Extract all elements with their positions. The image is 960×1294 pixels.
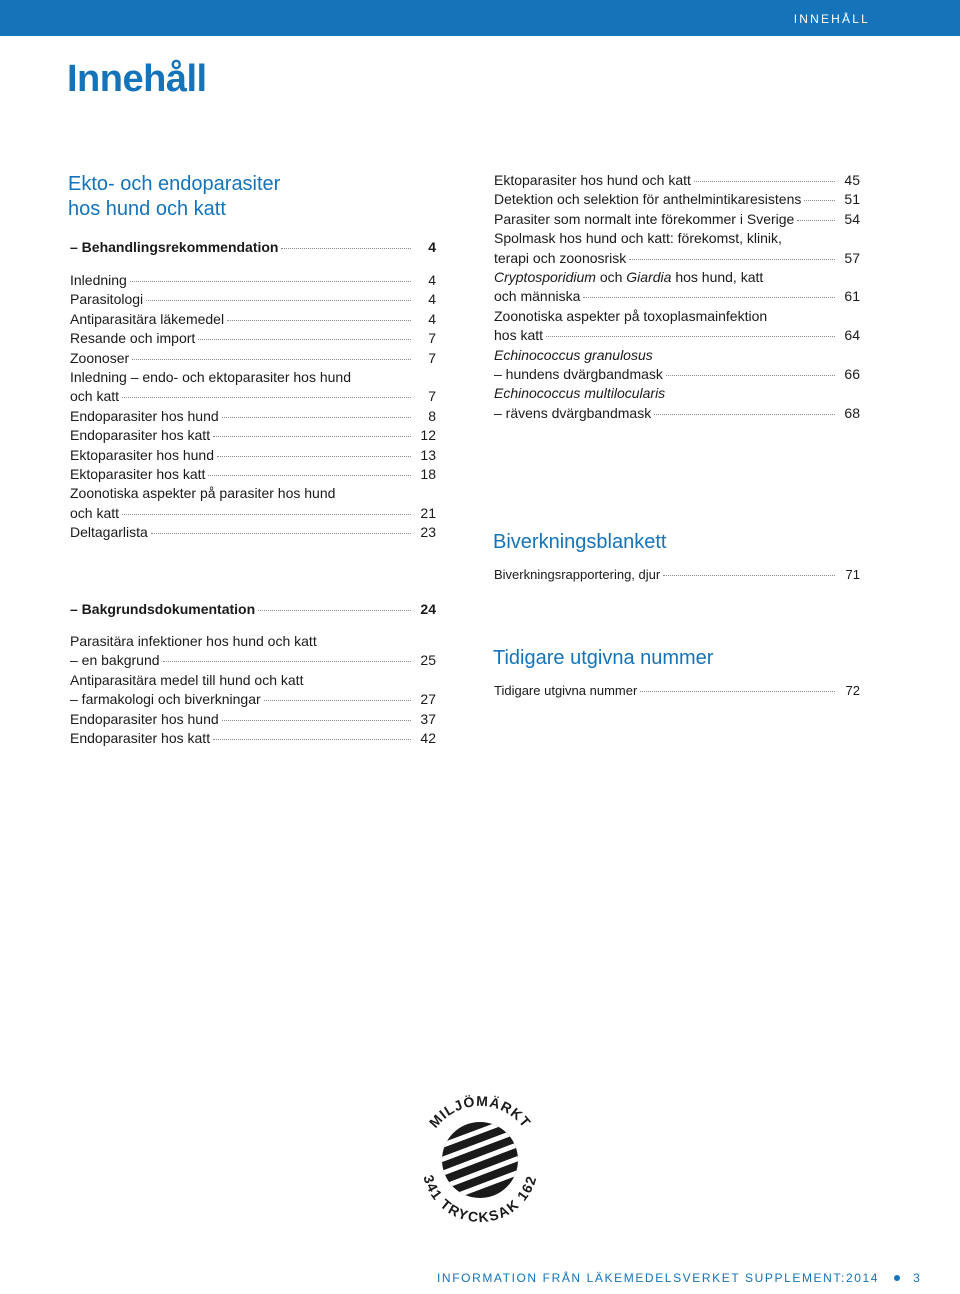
toc-entry-title: terapi och zoonosrisk (494, 249, 627, 266)
dot-leader (151, 533, 411, 534)
toc-page-number: 13 (420, 446, 436, 463)
toc-page-number: 24 (420, 601, 436, 617)
section-label: INNEHÅLL (793, 12, 870, 26)
toc-entry[interactable] (70, 465, 436, 484)
toc-entry-title: Ektoparasiter hos hund och katt (494, 172, 691, 188)
dot-leader (130, 281, 411, 282)
toc-entry-title: hos katt (494, 327, 544, 344)
page-number: 3 (913, 1271, 922, 1285)
toc-entry[interactable] (70, 290, 436, 309)
toc-entry[interactable] (494, 681, 860, 700)
toc-entry-title: Parasitologi (70, 291, 144, 308)
section-heading-tidigare: Tidigare utgivna nummer (493, 647, 714, 669)
toc-page-number: 4 (428, 272, 436, 288)
toc-page-number: 45 (844, 172, 860, 188)
section-heading-parasites (68, 172, 280, 222)
toc-page-number: 27 (420, 691, 436, 708)
toc-entry[interactable] (494, 384, 860, 423)
toc-right-column (494, 0, 860, 760)
toc-entry[interactable] (70, 349, 436, 368)
toc-entry-title: Endoparasiter hos hund (70, 407, 219, 424)
dot-leader (629, 259, 835, 260)
toc-page-number: 64 (844, 327, 860, 344)
dot-leader (640, 691, 835, 692)
dot-leader (804, 200, 835, 201)
footer-publication: INFORMATION FRÅN LÄKEMEDELSVERKET SUPPLEMENT:2014 (437, 1271, 880, 1285)
toc-entry-title: Endoparasiter hos hund (70, 710, 219, 727)
dot-leader (122, 514, 411, 515)
dot-leader (654, 414, 835, 415)
nordic-swan-ecolabel (400, 1080, 560, 1240)
dot-leader (258, 610, 411, 611)
toc-entry[interactable] (70, 446, 436, 465)
toc-entry[interactable] (494, 171, 860, 190)
ecolabel-top-text: MILJÖMÄRKT (425, 1092, 535, 1131)
toc-entry[interactable] (70, 329, 436, 348)
toc-page-number: 57 (844, 249, 860, 266)
toc-group (494, 681, 860, 700)
toc-entry[interactable] (70, 426, 436, 445)
toc-entry[interactable] (494, 268, 860, 307)
toc-entry[interactable] (494, 229, 860, 268)
dot-leader (222, 720, 411, 721)
page-footer (437, 1271, 921, 1285)
toc-group (494, 171, 860, 423)
toc-entry-title: Zoonoser (70, 349, 130, 366)
dot-leader (227, 320, 411, 321)
toc-entry[interactable] (494, 190, 860, 209)
toc-entry-title: Deltagarlista (70, 524, 148, 541)
dot-leader (666, 375, 835, 376)
dot-leader (163, 661, 411, 662)
toc-page-number: 4 (428, 239, 436, 255)
toc-entry-title-line: Zoonotiska aspekter på parasiter hos hund (70, 485, 336, 502)
toc-entry-title-line: Antiparasitära medel till hund och katt (70, 671, 304, 688)
footer-bullet-icon (894, 1275, 900, 1281)
toc-page-number: 54 (844, 210, 860, 227)
toc-entry-title-line: Parasitära infektioner hos hund och katt (70, 633, 317, 649)
dot-leader (213, 436, 411, 437)
toc-entry-title: Resande och import (70, 330, 196, 347)
toc-entry[interactable] (494, 346, 860, 385)
toc-entry-title: Ektoparasiter hos hund (70, 446, 214, 463)
toc-entry-title: Detektion och selektion för anthelmintikaresistens (494, 191, 802, 208)
toc-entry-title: – en bakgrund (70, 652, 160, 669)
toc-entry[interactable] (70, 600, 436, 619)
toc-page-number: 51 (844, 191, 860, 208)
toc-entry-title: Endoparasiter hos katt (70, 730, 211, 747)
toc-page-number: 7 (428, 349, 436, 366)
toc-left-column (70, 0, 436, 760)
toc-page-number: 61 (844, 288, 860, 305)
toc-entry-title: Inledning (70, 272, 127, 288)
toc-entry-title: – farmakologi och biverkningar (70, 691, 261, 708)
toc-entry[interactable] (70, 710, 436, 729)
toc-page-number: 66 (844, 366, 860, 383)
dot-leader (281, 248, 411, 249)
toc-entry-title: och människa (494, 288, 581, 305)
toc-page-number: 12 (420, 427, 436, 444)
toc-entry[interactable] (70, 632, 436, 671)
toc-entry-title-line: Inledning – endo- och ektoparasiter hos hund (70, 369, 351, 386)
toc-page-number: 18 (420, 466, 436, 483)
dot-leader (663, 575, 835, 576)
toc-entry-title-line: Echinococcus multilocularis (494, 385, 666, 402)
toc-entry-title: Antiparasitära läkemedel (70, 310, 225, 327)
toc-entry[interactable] (70, 729, 436, 748)
toc-entry[interactable] (70, 238, 436, 257)
dot-leader (146, 300, 411, 301)
toc-entry-title: Parasiter som normalt inte förekommer i Sverige (494, 210, 795, 227)
dot-leader (797, 220, 835, 221)
toc-entry-title: – Bakgrundsdokumentation (70, 601, 256, 617)
toc-entry-title-line: Zoonotiska aspekter på toxoplasmainfektion (494, 307, 768, 324)
toc-entry-title: Tidigare utgivna nummer (494, 683, 638, 698)
toc-entry-title: Biverkningsrapportering, djur (494, 567, 661, 582)
toc-entry[interactable] (70, 368, 436, 407)
toc-entry[interactable] (494, 565, 860, 584)
toc-entry[interactable] (70, 310, 436, 329)
toc-page-number: 72 (845, 683, 860, 698)
toc-group (70, 632, 436, 748)
toc-entry-title: Endoparasiter hos katt (70, 427, 211, 444)
toc-entry-title-line: Echinococcus granulosus (494, 346, 653, 363)
section-heading-biverkning: Biverkningsblankett (493, 531, 667, 553)
toc-page-number: 21 (420, 504, 436, 521)
dot-leader (132, 359, 411, 360)
ecolabel-bottom-text: 341 TRYCKSAK 162 (420, 1173, 540, 1226)
toc-page-number: 71 (845, 567, 860, 582)
dot-leader (264, 700, 411, 701)
dot-leader (583, 297, 835, 298)
dot-leader (546, 336, 835, 337)
page-title: Innehåll (67, 58, 207, 100)
toc-group (70, 271, 436, 543)
toc-entry-title: – rävens dvärgbandmask (494, 404, 652, 421)
toc-entry[interactable] (70, 271, 436, 290)
toc-entry-title-line: Spolmask hos hund och katt: förekomst, klinik, (494, 230, 782, 247)
heading-line-1: Ekto- och endoparasiter (68, 173, 281, 195)
toc-entry-title: och katt (70, 504, 120, 521)
toc-group (70, 238, 436, 257)
toc-entry-title: – hundens dvärgbandmask (494, 366, 663, 383)
toc-entry-title-line: Cryptosporidium och Giardia hos hund, katt (494, 269, 764, 286)
toc-page-number: 23 (420, 524, 436, 541)
toc-entry-title: Ektoparasiter hos katt (70, 466, 206, 483)
toc-page-number: 42 (420, 730, 436, 747)
dot-leader (213, 739, 411, 740)
toc-page-number: 7 (428, 330, 436, 347)
toc-entry[interactable] (70, 484, 436, 523)
toc-entry[interactable] (70, 671, 436, 710)
dot-leader (122, 397, 411, 398)
toc-entry[interactable] (70, 523, 436, 542)
toc-page-number: 68 (844, 404, 860, 421)
toc-page-number: 7 (428, 388, 436, 405)
toc-entry[interactable] (494, 210, 860, 229)
toc-entry[interactable] (70, 407, 436, 426)
toc-page-number: 4 (428, 310, 436, 327)
toc-page-number: 25 (420, 652, 436, 669)
toc-page-number: 8 (428, 407, 436, 424)
dot-leader (198, 339, 411, 340)
dot-leader (208, 475, 411, 476)
heading-line-2: hos hund och katt (68, 198, 226, 220)
toc-entry-title: – Behandlingsrekommendation (70, 239, 279, 255)
toc-group (494, 565, 860, 584)
dot-leader (222, 417, 411, 418)
dot-leader (694, 181, 835, 182)
toc-entry[interactable] (494, 307, 860, 346)
toc-entry-title: och katt (70, 388, 120, 405)
toc-page-number: 37 (420, 710, 436, 727)
toc-page-number: 4 (428, 291, 436, 308)
toc-group (70, 600, 436, 619)
dot-leader (217, 456, 411, 457)
